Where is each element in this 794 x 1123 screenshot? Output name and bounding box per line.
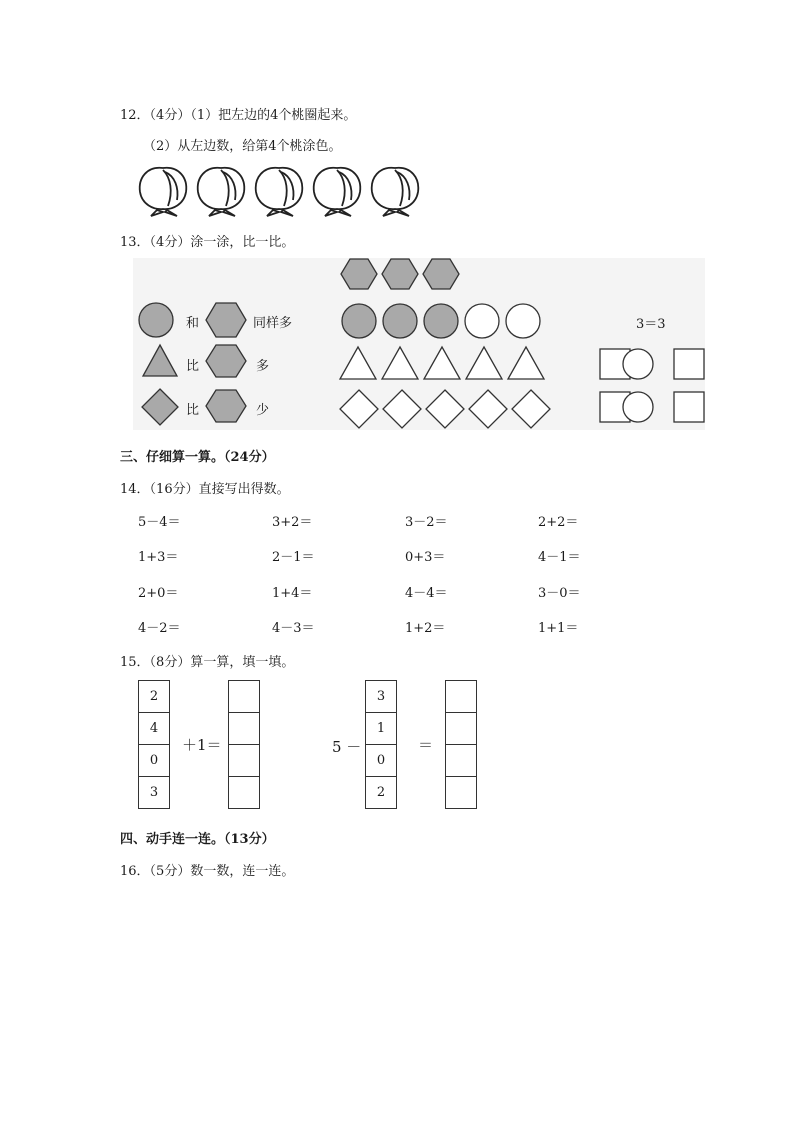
q15-left-column — [138, 680, 170, 809]
equation-label: 3＝3 — [636, 317, 666, 332]
q15-right-cell: 3 — [366, 681, 396, 713]
q13-panel — [133, 258, 705, 430]
peach-1 — [135, 160, 191, 218]
q15-left-answer-column[interactable] — [228, 680, 260, 809]
legend-than-label-2: 比 — [186, 403, 200, 418]
calc-item: 5－4＝ — [138, 515, 181, 530]
circle-shape-1 — [342, 304, 376, 338]
q15-right-answer-column[interactable] — [445, 680, 477, 809]
calc-item: 1+2＝ — [405, 621, 446, 636]
calc-item: 4－4＝ — [405, 586, 448, 601]
q16-title: 16．（5分）数一数，连一连。 — [120, 864, 295, 879]
q15-answer-cell[interactable] — [229, 777, 259, 808]
calc-item: 0+3＝ — [405, 550, 446, 565]
peach-2 — [193, 160, 249, 218]
q14-title: 14．（16分）直接写出得数。 — [120, 482, 290, 497]
q15-left-operator: ＋1＝ — [182, 736, 222, 754]
answer-square-4 — [674, 392, 704, 422]
legend-hexagon-icon-1 — [206, 303, 246, 337]
q15-left-cell: 3 — [149, 785, 159, 800]
q15-answer-cell[interactable] — [446, 681, 476, 713]
diamond-shape-4 — [469, 390, 507, 428]
legend-diamond-icon — [142, 389, 178, 425]
q15-left-cell: 0 — [139, 745, 169, 777]
legend-hexagon-icon-2 — [206, 345, 246, 377]
calc-item: 3－0＝ — [538, 586, 581, 601]
legend-circle-icon — [139, 303, 173, 337]
diamond-shape-5 — [512, 390, 550, 428]
section3-heading: 三、仔细算一算。（24分） — [120, 450, 275, 465]
peach-5 — [367, 160, 423, 218]
legend-triangle-icon — [143, 345, 177, 376]
calc-item: 1+4＝ — [272, 586, 313, 601]
diamond-shape-1 — [340, 390, 378, 428]
triangle-shape-5 — [508, 347, 544, 379]
calc-item: 3－2＝ — [405, 515, 448, 530]
legend-than-label-1: 比 — [186, 359, 200, 374]
circle-shape-2 — [383, 304, 417, 338]
circle-shape-5 — [506, 304, 540, 338]
calc-item: 4－1＝ — [538, 550, 581, 565]
circle-shape-3 — [424, 304, 458, 338]
legend-same-label: 同样多 — [253, 316, 293, 331]
calc-item: 2+0＝ — [138, 586, 179, 601]
q15-left-cell: 2 — [139, 681, 169, 713]
triangle-shape-3 — [424, 347, 460, 379]
hexagon-shape-1 — [341, 259, 377, 289]
triangle-shape-4 — [466, 347, 502, 379]
q15-answer-cell[interactable] — [446, 713, 476, 745]
q13-title: 13．（4分）涂一涂，比一比。 — [120, 235, 295, 250]
q12-line2: （2）从左边数，给第4个桃涂色。 — [143, 139, 342, 154]
q15-answer-cell[interactable] — [229, 681, 259, 713]
q15-answer-cell[interactable] — [446, 777, 476, 808]
q15-right-equals: ＝ — [418, 736, 434, 754]
q15-answer-cell[interactable] — [446, 745, 476, 777]
triangle-shape-1 — [340, 347, 376, 379]
calc-item: 3+2＝ — [272, 515, 313, 530]
legend-and-label: 和 — [186, 316, 200, 331]
triangle-shape-2 — [382, 347, 418, 379]
q15-right-prefix: 5 － — [332, 738, 362, 756]
calc-item: 2+2＝ — [538, 515, 579, 530]
q12-line1: 12．（4分）（1）把左边的4个桃圈起来。 — [120, 108, 357, 123]
legend-hexagon-icon-3 — [206, 390, 246, 422]
calc-item: 1+3＝ — [138, 550, 179, 565]
section4-heading: 四、动手连一连。（13分） — [120, 832, 275, 847]
peach-3 — [251, 160, 307, 218]
answer-circle-2 — [623, 392, 653, 422]
calc-item: 4－3＝ — [272, 621, 315, 636]
legend-more-label: 多 — [256, 359, 270, 374]
calc-item: 2－1＝ — [272, 550, 315, 565]
q13-shapes — [133, 258, 705, 430]
answer-circle-1 — [623, 349, 653, 379]
circle-shape-4 — [465, 304, 499, 338]
q15-answer-cell[interactable] — [229, 713, 259, 745]
legend-less-label: 少 — [256, 403, 270, 418]
answer-square-2 — [674, 349, 704, 379]
diamond-shape-2 — [383, 390, 421, 428]
q15-right-cell: 0 — [366, 745, 396, 777]
q15-title: 15．（8分）算一算，填一填。 — [120, 655, 295, 670]
peach-4 — [309, 160, 365, 218]
hexagon-shape-3 — [423, 259, 459, 289]
calc-item: 1+1＝ — [538, 621, 579, 636]
q15-right-cell: 2 — [376, 785, 386, 800]
q15-answer-cell[interactable] — [229, 745, 259, 777]
q15-right-column — [365, 680, 397, 809]
q15-right-cell: 1 — [366, 713, 396, 745]
q15-left-cell: 4 — [139, 713, 169, 745]
diamond-shape-3 — [426, 390, 464, 428]
hexagon-shape-2 — [382, 259, 418, 289]
calc-item: 4－2＝ — [138, 621, 181, 636]
